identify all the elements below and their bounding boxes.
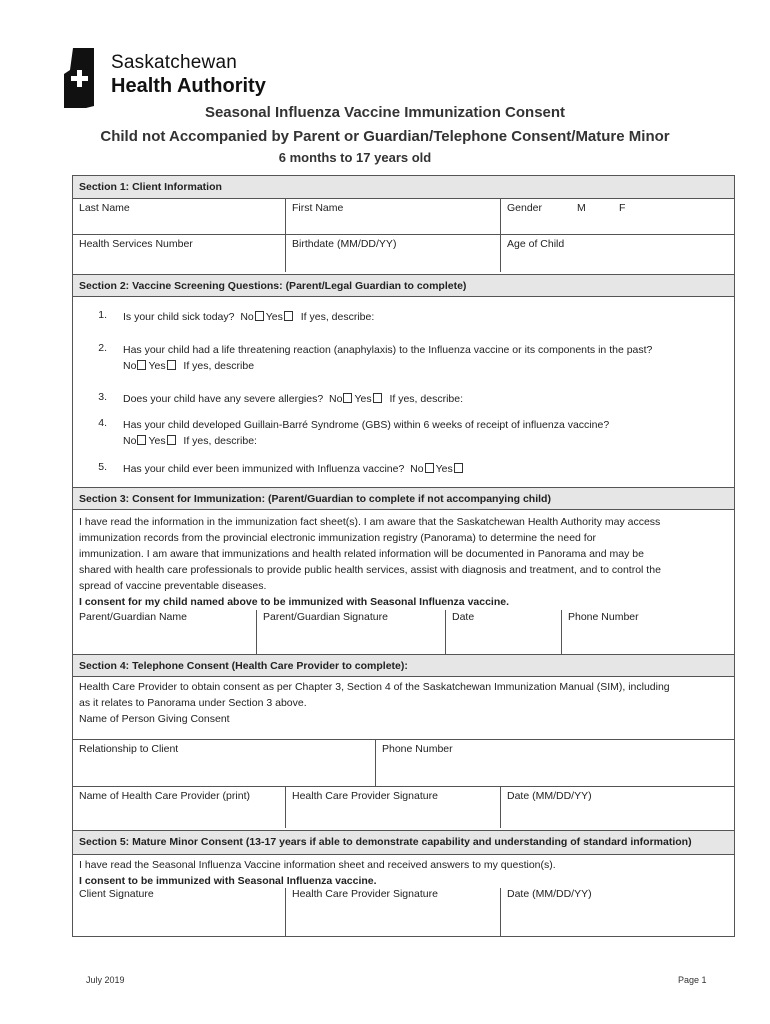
q5-text: Has your child ever been immunized with Influenza vaccine?: [123, 463, 405, 475]
q4-no-checkbox[interactable]: [137, 435, 146, 445]
q1-number: 1.: [98, 309, 107, 321]
s3-para-line-5: spread of vaccine preventable diseases.: [79, 580, 267, 592]
person-name-label: Name of Person Giving Consent: [79, 713, 230, 725]
hsn-label: Health Services Number: [79, 238, 193, 250]
s5-hcp-signature-field[interactable]: [285, 888, 500, 936]
s4-date-label: Date (MM/DD/YY): [507, 790, 592, 802]
parent-name-label: Parent/Guardian Name: [79, 611, 187, 623]
s5-date-label: Date (MM/DD/YY): [507, 888, 592, 900]
q3-yes-checkbox[interactable]: [373, 393, 382, 403]
client-signature-field[interactable]: [73, 888, 285, 936]
saskatchewan-cross-logo-icon: [64, 48, 94, 108]
q4-tail: If yes, describe:: [183, 435, 257, 447]
s4-hcp-signature-field[interactable]: [285, 787, 500, 828]
q4-number: 4.: [98, 417, 107, 429]
s5-date-field[interactable]: [500, 888, 734, 936]
q1-yes-checkbox[interactable]: [284, 311, 293, 321]
person-giving-consent-row: [73, 713, 734, 739]
section2-header: Section 2: Vaccine Screening Questions: (Parent/Legal Guardian to complete): [73, 274, 734, 296]
s5-consent-statement: I consent to be immunized with Seasonal Influenza vaccine.: [79, 875, 377, 887]
q1-tail: If yes, describe:: [300, 311, 375, 323]
parent-signature-field[interactable]: [256, 610, 445, 654]
s5-para-line: I have read the Seasonal Influenza Vaccine information sheet and received answers to my question(s).: [79, 859, 556, 871]
logo-line-1: Saskatchewan: [111, 52, 237, 73]
sha-logo: [64, 48, 294, 112]
age-field[interactable]: [500, 235, 734, 272]
logo-line-2: Health Authority: [111, 75, 266, 97]
section3-paragraph: [73, 509, 734, 610]
s3-date-field[interactable]: [445, 610, 561, 654]
section5-signature-row: [73, 888, 734, 936]
s3-phone-field[interactable]: [561, 610, 734, 654]
s4-para-line-1: Health Care Provider to obtain consent as per Chapter 3, Section 4 of the Saskatchewan Immunization Manual (SIM), including: [79, 681, 670, 693]
q5-no-label: No: [410, 463, 424, 475]
s3-para-line-3: immunization. I am aware that immunizations and health related information will be documented in Panorama and may be: [79, 548, 644, 560]
s4-phone-field[interactable]: [375, 740, 734, 786]
s3-para-line-2: immunization records from the provincial electronic immunization registry (Panorama) to determine the need for: [79, 532, 597, 544]
client-signature-label: Client Signature: [79, 888, 154, 900]
s4-para-line-2: as it relates to Panorama under Section 3 above.: [79, 697, 307, 709]
q4-no-label: No: [123, 435, 137, 447]
q1-no-checkbox[interactable]: [255, 311, 264, 321]
gender-field[interactable]: [500, 199, 734, 234]
last-name-label: Last Name: [79, 202, 130, 214]
hcp-row: [73, 786, 734, 828]
client-id-row: [73, 234, 734, 272]
relationship-field[interactable]: [73, 740, 375, 786]
q1-no-label: No: [240, 311, 254, 323]
q2-no-checkbox[interactable]: [137, 360, 146, 370]
s3-consent-statement: I consent for my child named above to be immunized with Seasonal Influenza vaccine.: [79, 596, 510, 608]
footer-page-number: Page 1: [678, 975, 707, 985]
q2-no-label: No: [123, 360, 137, 372]
s3-date-label: Date: [452, 611, 475, 623]
client-name-row: [73, 198, 734, 234]
hsn-field[interactable]: [73, 235, 285, 272]
section3-signature-row: [73, 610, 734, 654]
relationship-row: [73, 739, 734, 786]
s4-date-field[interactable]: [500, 787, 734, 828]
q2-number: 2.: [98, 342, 107, 354]
age-label: Age of Child: [507, 238, 565, 250]
s3-para-line-1: I have read the information in the immunization fact sheet(s). I am aware that the Saskatchewan Health Authority may access: [79, 516, 661, 528]
age-range: 6 months to 17 years old: [278, 150, 432, 165]
section4-header: Section 4: Telephone Consent (Health Care Provider to complete):: [73, 654, 734, 676]
q1-yes-label: Yes: [265, 311, 283, 323]
q3-no-checkbox[interactable]: [343, 393, 352, 403]
consent-form: [72, 175, 735, 937]
q1-text: Is your child sick today?: [123, 311, 235, 323]
s3-para-line-4: shared with health care professionals to provide public health services, assist with diagnosis and treatment, and to control the: [79, 564, 661, 576]
section5-paragraph: [73, 854, 734, 888]
q4-yes-checkbox[interactable]: [167, 435, 176, 445]
first-name-field[interactable]: [285, 199, 500, 234]
section5-header: Section 5: Mature Minor Consent (13-17 years if able to demonstrate capability and understanding of standard information): [73, 830, 734, 854]
parent-name-field[interactable]: [73, 610, 256, 654]
footer-date: July 2019: [86, 975, 125, 985]
q2-text: Has your child had a life threatening reaction (anaphylaxis) to the Influenza vaccine or its components in the past?: [123, 344, 653, 356]
s4-hcp-signature-label: Health Care Provider Signature: [292, 790, 438, 802]
screening-questions: [73, 296, 734, 487]
gender-m-option[interactable]: M: [577, 202, 586, 214]
parent-signature-label: Parent/Guardian Signature: [263, 611, 388, 623]
gender-label: Gender: [507, 202, 543, 214]
section3-header: Section 3: Consent for Immunization: (Parent/Guardian to complete if not accompanying child): [73, 487, 734, 509]
q3-no-label: No: [329, 393, 343, 405]
s3-phone-label: Phone Number: [568, 611, 639, 623]
section1-header: Section 1: Client Information: [73, 176, 734, 198]
birthdate-label: Birthdate (MM/DD/YY): [292, 238, 397, 250]
q5-yes-checkbox[interactable]: [454, 463, 463, 473]
q4-text: Has your child developed Guillain-Barré Syndrome (GBS) within 6 weeks of receipt of influenza vaccine?: [123, 419, 610, 431]
relationship-label: Relationship to Client: [79, 743, 179, 755]
q5-yes-label: Yes: [435, 463, 453, 475]
gender-f-option[interactable]: F: [619, 202, 626, 214]
person-name-field[interactable]: [73, 713, 734, 739]
first-name-label: First Name: [292, 202, 344, 214]
q2-tail: If yes, describe: [183, 360, 255, 372]
form-title: Seasonal Influenza Vaccine Immunization Consent: [204, 104, 566, 121]
section4-paragraph: [73, 676, 734, 713]
last-name-field[interactable]: [73, 199, 285, 234]
q5-number: 5.: [98, 461, 107, 473]
q3-text: Does your child have any severe allergies?: [123, 393, 324, 405]
q4-yes-label: Yes: [148, 435, 166, 447]
q2-yes-label: Yes: [148, 360, 166, 372]
q3-yes-label: Yes: [354, 393, 372, 405]
q2-yes-checkbox[interactable]: [167, 360, 176, 370]
q5-no-checkbox[interactable]: [425, 463, 434, 473]
birthdate-field[interactable]: [285, 235, 500, 272]
hcp-name-label: Name of Health Care Provider (print): [79, 790, 250, 802]
s4-phone-label: Phone Number: [382, 743, 453, 755]
q3-tail: If yes, describe:: [389, 393, 463, 405]
hcp-name-field[interactable]: [73, 787, 285, 828]
s5-hcp-signature-label: Health Care Provider Signature: [292, 888, 438, 900]
q3-number: 3.: [98, 391, 107, 403]
form-subtitle: Child not Accompanied by Parent or Guardian/Telephone Consent/Mature Minor: [100, 128, 670, 145]
